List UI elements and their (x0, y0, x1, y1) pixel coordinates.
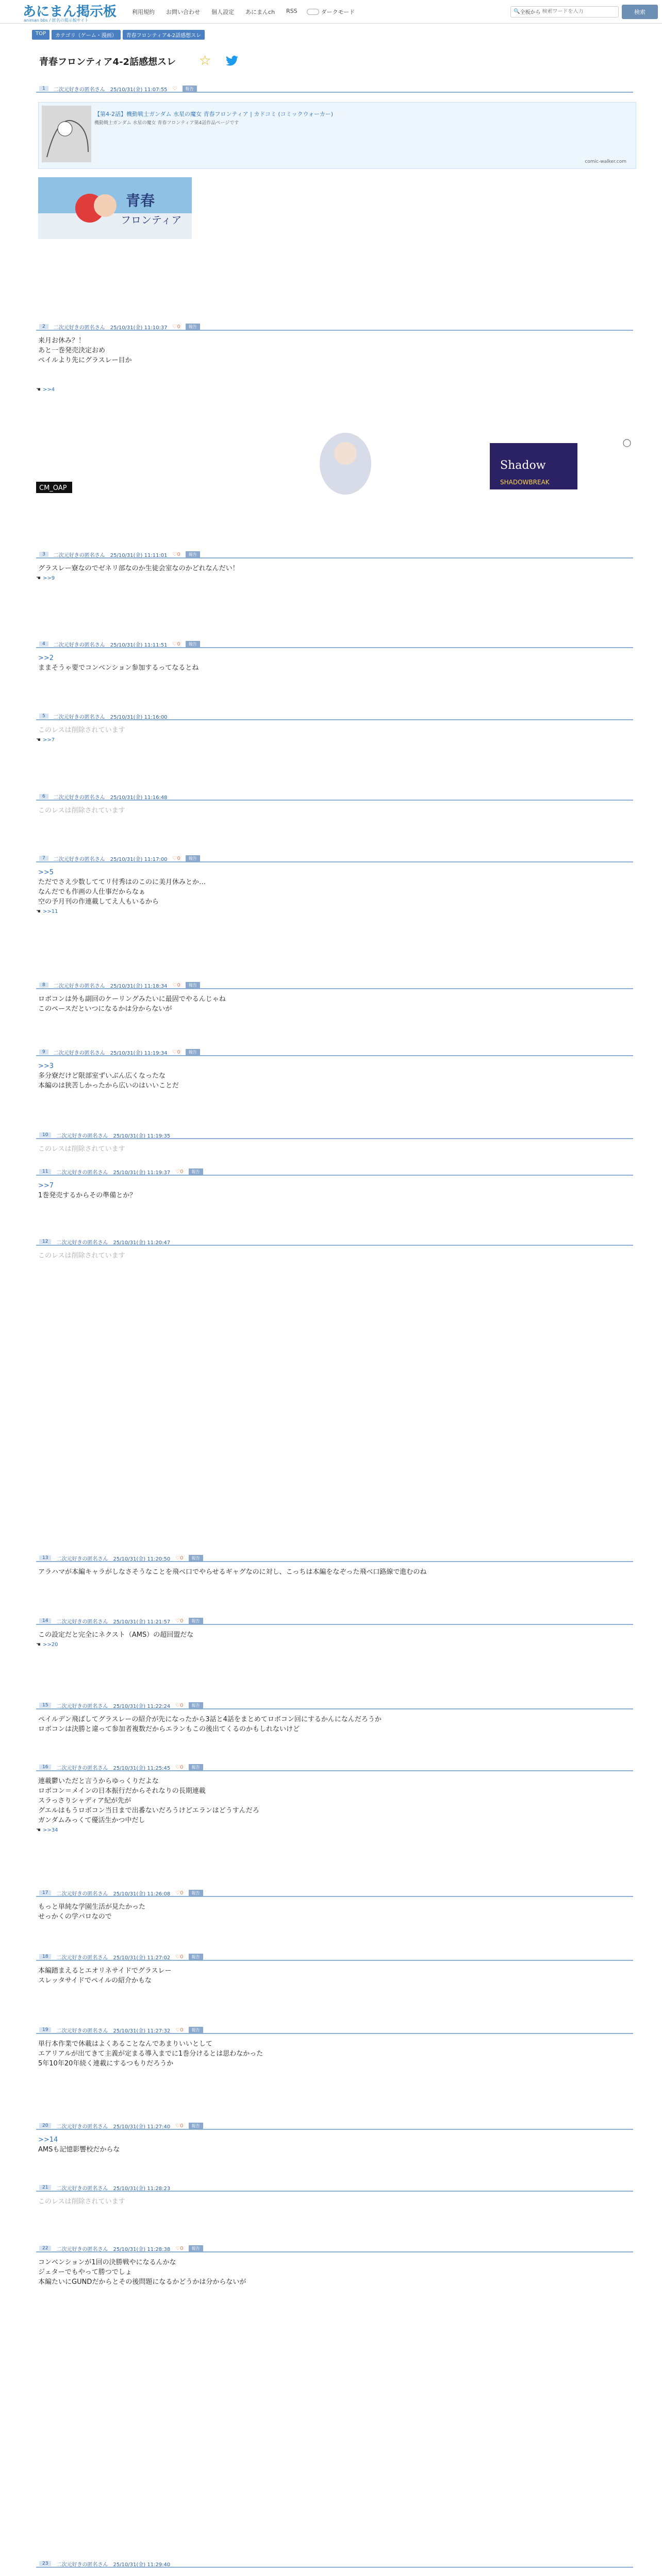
post-line: この設定だと完全にネクスト（AMS）の超回盟だな (38, 1631, 194, 1639)
post-number[interactable]: 22 (39, 2246, 51, 2251)
post-footer (36, 737, 633, 743)
post-date: 25/10/31(金) 11:26:08 (113, 1891, 171, 1897)
post-header (36, 86, 633, 93)
post-17 (36, 1890, 633, 1922)
post-number[interactable]: 6 (39, 794, 48, 799)
poster-name: 二次元好きの匿名さん (56, 1955, 108, 1961)
post-5 (36, 713, 633, 743)
heart-count: 0 (180, 1702, 184, 1708)
poster-name: 二次元好きの匿名さん (53, 1050, 105, 1056)
post-body (36, 1771, 633, 1825)
reply-button[interactable]: 報告 (189, 2123, 203, 2129)
reply-button[interactable]: 報告 (186, 1049, 200, 1056)
reply-hand-icon: ☚ (36, 909, 41, 914)
post-line: ロボコンは外も副回のケーリングみたいに最固でやるんじゃね (38, 995, 226, 1003)
reply-button[interactable]: 報告 (186, 982, 200, 989)
search-icon: 🔍 (514, 9, 520, 14)
post-body (36, 558, 633, 573)
heart-icon[interactable]: ♡0 (172, 982, 180, 988)
post-line: もっと単純な学園生活が見たかった (38, 1903, 146, 1911)
post-header (36, 2245, 633, 2252)
heart-count: 0 (177, 855, 180, 861)
post-body (36, 2192, 633, 2207)
post-line: グエルはもうロボコン当日まで出番ないだろうけどエランはどうすんだろ (38, 1807, 259, 1815)
post-line: せっかくの学パロなので (38, 1913, 112, 1921)
post-header (36, 641, 633, 648)
post-line: このレスは削除されています (38, 726, 125, 734)
post-number[interactable]: 9 (39, 1049, 48, 1055)
post-body (36, 801, 633, 816)
reply-button[interactable]: 報告 (189, 2027, 203, 2033)
post-line[interactable]: >>7 (38, 1182, 54, 1190)
post-body (36, 1562, 633, 1577)
heart-icon[interactable]: ♡0 (175, 2245, 184, 2251)
post-date: 25/10/31(金) 11:11:01 (110, 552, 168, 558)
heart-icon[interactable]: ♡0 (172, 324, 180, 330)
post-line: このレスは削除されています (38, 2198, 125, 2206)
post-2 (36, 324, 633, 393)
post-10 (36, 1132, 633, 1154)
post-line[interactable]: >>5 (38, 869, 54, 876)
post-number[interactable]: 2 (39, 324, 48, 329)
post-14 (36, 1618, 633, 1648)
post-number[interactable]: 21 (39, 2185, 51, 2190)
post-header (36, 1239, 633, 1246)
search-input[interactable] (542, 9, 616, 14)
post-number[interactable]: 23 (39, 2561, 51, 2566)
poster-name: 二次元好きの匿名さん (56, 1240, 108, 1246)
post-line: ロボコン＝メインの日本振行だからそれなりの長期連載 (38, 1787, 206, 1795)
post-header (36, 713, 633, 720)
reply-hand-icon: ☚ (36, 387, 41, 393)
post-line[interactable]: >>14 (38, 2136, 58, 2144)
reply-hand-icon: ☚ (36, 1642, 41, 1648)
post-body (36, 2568, 633, 2573)
heart-icon[interactable]: ♡0 (175, 1168, 184, 1175)
post-body (36, 2034, 633, 2069)
reply-button[interactable]: 報告 (189, 1702, 203, 1709)
reply-anchors[interactable]: >>20 (42, 1642, 58, 1648)
poster-name: 二次元好きの匿名さん (56, 2028, 108, 2034)
post-footer (36, 1827, 633, 1833)
heart-count: 0 (177, 641, 180, 647)
post-date: 25/10/31(金) 11:27:02 (113, 1955, 171, 1961)
post-body (36, 1961, 633, 1986)
breadcrumb-thread[interactable]: 青春フロンティア4-2話感想スレ (123, 30, 205, 40)
poster-name: 二次元好きの匿名さん (56, 2246, 108, 2252)
post-header (36, 1168, 633, 1176)
poster-name: 二次元好きの匿名さん (56, 1619, 108, 1625)
post-number[interactable]: 20 (39, 2123, 51, 2128)
reply-button[interactable]: 報告 (189, 2245, 203, 2252)
post-line[interactable]: >>3 (38, 1062, 54, 1070)
reply-button[interactable]: 報告 (189, 1168, 203, 1175)
link-card[interactable] (38, 102, 636, 169)
post-9 (36, 1049, 633, 1091)
post-number[interactable]: 16 (39, 1765, 51, 1770)
favorite-star-icon[interactable]: ☆ (199, 53, 211, 69)
heart-icon[interactable]: ♡0 (172, 641, 180, 647)
post-date: 25/10/31(金) 11:19:37 (113, 1170, 171, 1176)
post-line: 1巻発売するからその準備とか？ (38, 1192, 137, 1199)
heart-count: 0 (180, 2027, 184, 2033)
post-19 (36, 2027, 633, 2069)
heart-count: 0 (180, 2123, 184, 2129)
post-number[interactable]: 14 (39, 1618, 51, 1623)
poster-name: 二次元好きの匿名さん (53, 794, 105, 801)
post-header (36, 2123, 633, 2130)
reply-button[interactable]: 報告 (186, 551, 200, 558)
post-line: 連載鬱いただと言うからゆっくりだよな (38, 1777, 159, 1785)
poster-name: 二次元好きの匿名さん (56, 2185, 108, 2192)
heart-count: 0 (177, 551, 180, 557)
post-header (36, 855, 633, 862)
ad-logo: CM_OAP (39, 484, 67, 492)
post-body (36, 1056, 633, 1091)
post-body (36, 1176, 633, 1200)
post-line: このレスは削除されています (38, 1145, 125, 1153)
heart-icon[interactable]: ♡0 (172, 1049, 180, 1055)
post-line: グラスレー寮なのでゼネリ部なのか生徒会室なのかどれなんだい！ (38, 565, 239, 572)
post-body (36, 2130, 633, 2155)
poster-name: 二次元好きの匿名さん (53, 714, 105, 720)
post-13 (36, 1555, 633, 1577)
poster-name: 二次元好きの匿名さん (53, 325, 105, 331)
post-body (36, 1709, 633, 1734)
site-logo-subtitle: animan bbs / 匿名の掲示板サイト (24, 18, 89, 23)
post-body (36, 1897, 633, 1922)
post-line: このペースだといつになるかは分からないが (38, 1005, 172, 1013)
heart-icon[interactable]: ♡0 (175, 1954, 184, 1960)
reply-hand-icon: ☚ (36, 575, 41, 581)
heart-icon[interactable]: ♡0 (172, 551, 180, 557)
heart-icon[interactable]: ♡0 (175, 1764, 184, 1770)
heart-icon[interactable]: ♡0 (175, 1890, 184, 1896)
poster-name: 二次元好きの匿名さん (56, 1133, 108, 1139)
heart-icon[interactable]: ♡ (172, 86, 177, 92)
post-line: スレッタサイドでペイルの紹介かもな (38, 1977, 152, 1985)
link-card-domain: comic-walker.com (585, 159, 626, 164)
post-line: このレスは削除されています (38, 1252, 125, 1260)
post-line: ままそうゃ要でコンベンション参加するってなるとね (38, 664, 199, 672)
poster-name: 二次元好きの匿名さん (56, 1765, 108, 1771)
reply-button[interactable]: 報告 (186, 855, 200, 862)
post-6 (36, 793, 633, 816)
post-21 (36, 2184, 633, 2207)
post-header (36, 982, 633, 989)
post-line: 5年10年20年続く連載にするつもりだろうか (38, 2060, 174, 2067)
post-7 (36, 855, 633, 914)
post-number[interactable]: 19 (39, 2027, 51, 2032)
search-box (510, 6, 619, 18)
post-line: あと一巻発売決定おめ (38, 347, 106, 354)
poster-name: 二次元好きの匿名さん (53, 87, 105, 93)
dark-mode-toggle[interactable] (307, 8, 355, 16)
post-header (36, 1049, 633, 1056)
thread-title: 青春フロンティア4-2話感想スレ (39, 57, 176, 67)
post-body (36, 2252, 633, 2287)
post-header (36, 1132, 633, 1139)
post-number[interactable]: 3 (39, 552, 48, 557)
post-line: 多分寮だけど限部室ずいぶん広くなったな (38, 1072, 166, 1080)
post-15 (36, 1702, 633, 1734)
post-date: 25/10/31(金) 11:07:55 (110, 87, 168, 93)
post-number[interactable]: 11 (39, 1169, 51, 1174)
post-date: 25/10/31(金) 11:22:24 (113, 1703, 171, 1709)
search-scope-select[interactable]: 全板から (520, 10, 541, 15)
dark-mode-label: ダークモード (321, 8, 355, 15)
post-line: アラハマが本編キャラがしなさそうなことを飛ベ口でやらせるギャグなのに対し、こっちは本編をなぞった飛ベ口路線で進むのね (38, 1568, 427, 1576)
post-header (36, 1555, 633, 1562)
reply-button[interactable]: 報告 (186, 641, 200, 648)
nav-rss[interactable]: RSS (286, 7, 297, 14)
post-line: ロボコンは決勝と違って参加者複数だからエランもこの後出てくるのかもしれないけど (38, 1725, 300, 1733)
post-footer (36, 1642, 633, 1648)
heart-count: 0 (180, 1168, 184, 1175)
post-header (36, 793, 633, 801)
poster-name: 二次元好きの匿名さん (53, 856, 105, 862)
post-body (36, 989, 633, 1014)
nav-animanch[interactable]: あにまんch (245, 8, 275, 15)
header-nav (132, 8, 297, 16)
post-line: エアリアルが出てきて主義が定まる導入までに1巻分けるとは思わなかった (38, 2050, 263, 2058)
heart-count: 0 (177, 1049, 180, 1055)
post-number[interactable]: 7 (39, 856, 48, 861)
post-date: 25/10/31(金) 11:27:32 (113, 2028, 171, 2034)
svg-text:Shadow: Shadow (500, 459, 546, 472)
post-date: 25/10/31(金) 11:19:35 (113, 1133, 171, 1139)
post-line: 本編たいにGUNDだからとその後問題になるかどうかは分からないが (38, 2278, 246, 2286)
post-18 (36, 1954, 633, 1986)
heart-icon[interactable]: ♡0 (172, 855, 180, 861)
post-line: 来月お休み？！ (38, 337, 86, 345)
post-1 (36, 86, 633, 93)
poster-name: 二次元好きの匿名さん (56, 2124, 108, 2130)
advertisement[interactable] (36, 433, 633, 500)
post-header (36, 2184, 633, 2192)
reply-button[interactable]: 報告 (189, 1764, 203, 1771)
post-line: ジェターでもやって勝つでしょ (38, 2268, 132, 2276)
post-footer (36, 387, 633, 393)
twitter-share-icon[interactable] (226, 56, 238, 66)
post-number[interactable]: 15 (39, 1703, 51, 1708)
post-date: 25/10/31(金) 11:28:23 (113, 2185, 171, 2192)
heart-count: 0 (180, 1764, 184, 1770)
poster-name: 二次元好きの匿名さん (56, 1556, 108, 1562)
post-12 (36, 1239, 633, 1261)
post-date: 25/10/31(金) 11:20:50 (113, 1556, 171, 1562)
post-body (36, 720, 633, 735)
post-line: 単行本作業で休載はよくあることなんであまりいいとして (38, 2040, 213, 2048)
heart-icon[interactable]: ♡0 (175, 1702, 184, 1708)
heart-icon[interactable]: ♡0 (175, 1618, 184, 1624)
heart-count: 0 (180, 1555, 184, 1561)
search-area (510, 5, 658, 19)
post-number[interactable]: 8 (39, 982, 48, 988)
reply-button[interactable]: 報告 (189, 1954, 203, 1960)
reply-button[interactable]: 報告 (183, 86, 197, 92)
svg-text:フロンティア: フロンティア (121, 214, 182, 226)
post-8 (36, 982, 633, 1014)
heart-icon[interactable]: ♡0 (175, 1555, 184, 1561)
post-4 (36, 641, 633, 673)
post-body (36, 862, 633, 907)
post-date: 25/10/31(金) 11:21:57 (113, 1619, 171, 1625)
link-card-description: 機動戦士ガンダム 水星の魔女 青春フロンティア第4話作品ページです (94, 121, 239, 126)
link-card-title[interactable]: 【第4-2話】機動戦士ガンダム 水星の魔女 青春フロンティア | カドコミ (コミックウォーカー) (94, 111, 334, 117)
reply-anchors[interactable]: >>7 (42, 737, 55, 743)
ad-banner[interactable] (36, 433, 633, 500)
poster-name: 二次元好きの匿名さん (53, 983, 105, 989)
search-button[interactable]: 検索 (622, 5, 658, 19)
post-line: 本編踏まえるとエオリネサイドでグラスレー (38, 1967, 172, 1975)
ad-brand: SHADOWBREAK (500, 479, 550, 486)
poster-name: 二次元好きの匿名さん (53, 642, 105, 648)
reply-button[interactable]: 報告 (189, 1618, 203, 1624)
breadcrumb-category[interactable]: カテゴリ（ゲーム・漫画） (52, 30, 121, 40)
reply-anchors[interactable]: >>11 (42, 909, 58, 914)
post-image-cover[interactable] (38, 177, 192, 239)
post-header (36, 2027, 633, 2034)
heart-count: 0 (180, 2245, 184, 2251)
post-number[interactable]: 12 (39, 1239, 51, 1244)
post-date: 25/10/31(金) 11:10:37 (110, 325, 168, 331)
post-number[interactable]: 4 (39, 641, 48, 647)
reply-hand-icon: ☚ (36, 1827, 41, 1833)
heart-count: 0 (180, 1954, 184, 1960)
post-number[interactable]: 17 (39, 1890, 51, 1895)
post-header (36, 1954, 633, 1961)
heart-icon[interactable]: ♡0 (175, 2123, 184, 2129)
post-date: 25/10/31(金) 11:11:51 (110, 642, 168, 648)
post-header (36, 1764, 633, 1771)
nav-terms[interactable]: 利用規約 (132, 8, 155, 15)
post-number[interactable]: 1 (39, 86, 48, 91)
post-number[interactable]: 5 (39, 714, 48, 719)
heart-count: 0 (180, 1618, 184, 1624)
reply-button[interactable]: 報告 (186, 324, 200, 330)
site-header (0, 0, 662, 24)
post-23 (36, 2561, 633, 2573)
poster-name: 二次元好きの匿名さん (56, 1170, 108, 1176)
post-date: 25/10/31(金) 11:19:34 (110, 1050, 168, 1056)
post-number[interactable]: 13 (39, 1555, 51, 1561)
post-line: ペイルより先にグラスレー目か (38, 357, 132, 364)
post-date: 25/10/31(金) 11:16:00 (110, 714, 168, 720)
post-11 (36, 1168, 633, 1200)
post-body (36, 1625, 633, 1640)
post-footer (36, 909, 633, 914)
post-line: なんだでも作画の人仕事だからなぁ (38, 888, 146, 896)
post-16 (36, 1764, 633, 1833)
post-line: ペイルデン飛ばしてグラスレーの紹介が先になったから3話と4話をまとめてロボコン回にするかんになんだろうか (38, 1716, 382, 1723)
link-card-thumbnail (42, 106, 91, 162)
heart-icon[interactable]: ♡0 (175, 2027, 184, 2033)
heart-count: 0 (180, 1890, 184, 1896)
post-date: 25/10/31(金) 11:28:38 (113, 2246, 171, 2252)
poster-name: 二次元好きの匿名さん (56, 1891, 108, 1897)
reply-button[interactable]: 報告 (189, 1555, 203, 1562)
toggle-switch-icon[interactable] (307, 9, 319, 15)
site-logo[interactable]: あにまん掲示板 (23, 4, 117, 20)
post-line: コンベンションが1回の決勝戦やになるんかな (38, 2259, 176, 2266)
post-line: スラっさりシャディア紀が先が (38, 1797, 131, 1805)
post-date: 25/10/31(金) 11:18:34 (110, 983, 168, 989)
post-header (36, 551, 633, 558)
reply-anchors[interactable]: >>34 (42, 1827, 58, 1833)
post-22 (36, 2245, 633, 2287)
nav-contact[interactable]: お問い合わせ (166, 8, 201, 15)
post-date: 25/10/31(金) 11:25:45 (113, 1765, 171, 1771)
post-number[interactable]: 10 (39, 1132, 51, 1138)
poster-name: 二次元好きの匿名さん (56, 2562, 108, 2568)
reply-button[interactable]: 報告 (189, 1890, 203, 1896)
heart-count: 0 (177, 982, 180, 988)
breadcrumb (32, 30, 205, 40)
post-20 (36, 2123, 633, 2155)
svg-text:青春: 青春 (126, 192, 155, 209)
post-line: 本編のは狭苦しかったから広いのはいいことだ (38, 1082, 179, 1090)
reply-anchors[interactable]: >>4 (42, 387, 55, 393)
post-date: 25/10/31(金) 11:20:47 (113, 1240, 171, 1246)
post-line: このレスは削除されています (38, 807, 125, 815)
nav-settings[interactable]: 個人設定 (211, 8, 235, 15)
post-line: ガンダムみっくて優活生かつ中だし (38, 1817, 145, 1824)
post-date: 25/10/31(金) 11:17:00 (110, 856, 168, 862)
post-header (36, 2561, 633, 2568)
post-header (36, 1702, 633, 1709)
heart-count: 0 (177, 324, 180, 330)
poster-name: 二次元好きの匿名さん (56, 1703, 108, 1709)
post-line: AMSも記憶影響校だからな (38, 2146, 120, 2154)
post-body (36, 1246, 633, 1261)
post-number[interactable]: 18 (39, 1954, 51, 1959)
reply-hand-icon: ☚ (36, 737, 41, 743)
post-body (36, 648, 633, 673)
post-body (36, 331, 633, 365)
post-header (36, 1618, 633, 1625)
post-header (36, 1890, 633, 1897)
post-date: 25/10/31(金) 11:29:40 (113, 2562, 171, 2568)
poster-name: 二次元好きの匿名さん (53, 552, 105, 558)
post-line: 空の予月刊の作連載してえ人もいるから (38, 898, 159, 906)
post-body (36, 1139, 633, 1154)
reply-anchors[interactable]: >>9 (42, 575, 55, 581)
breadcrumb-top[interactable]: TOP (32, 30, 49, 40)
post-date: 25/10/31(金) 11:27:40 (113, 2124, 171, 2130)
post-line: ただでさえ少数しててリ付秀はのこのに美月休みとか… (38, 878, 206, 886)
post-date: 25/10/31(金) 11:16:48 (110, 794, 168, 801)
post-footer (36, 575, 633, 581)
post-3 (36, 551, 633, 581)
post-line[interactable]: >>2 (38, 654, 54, 662)
